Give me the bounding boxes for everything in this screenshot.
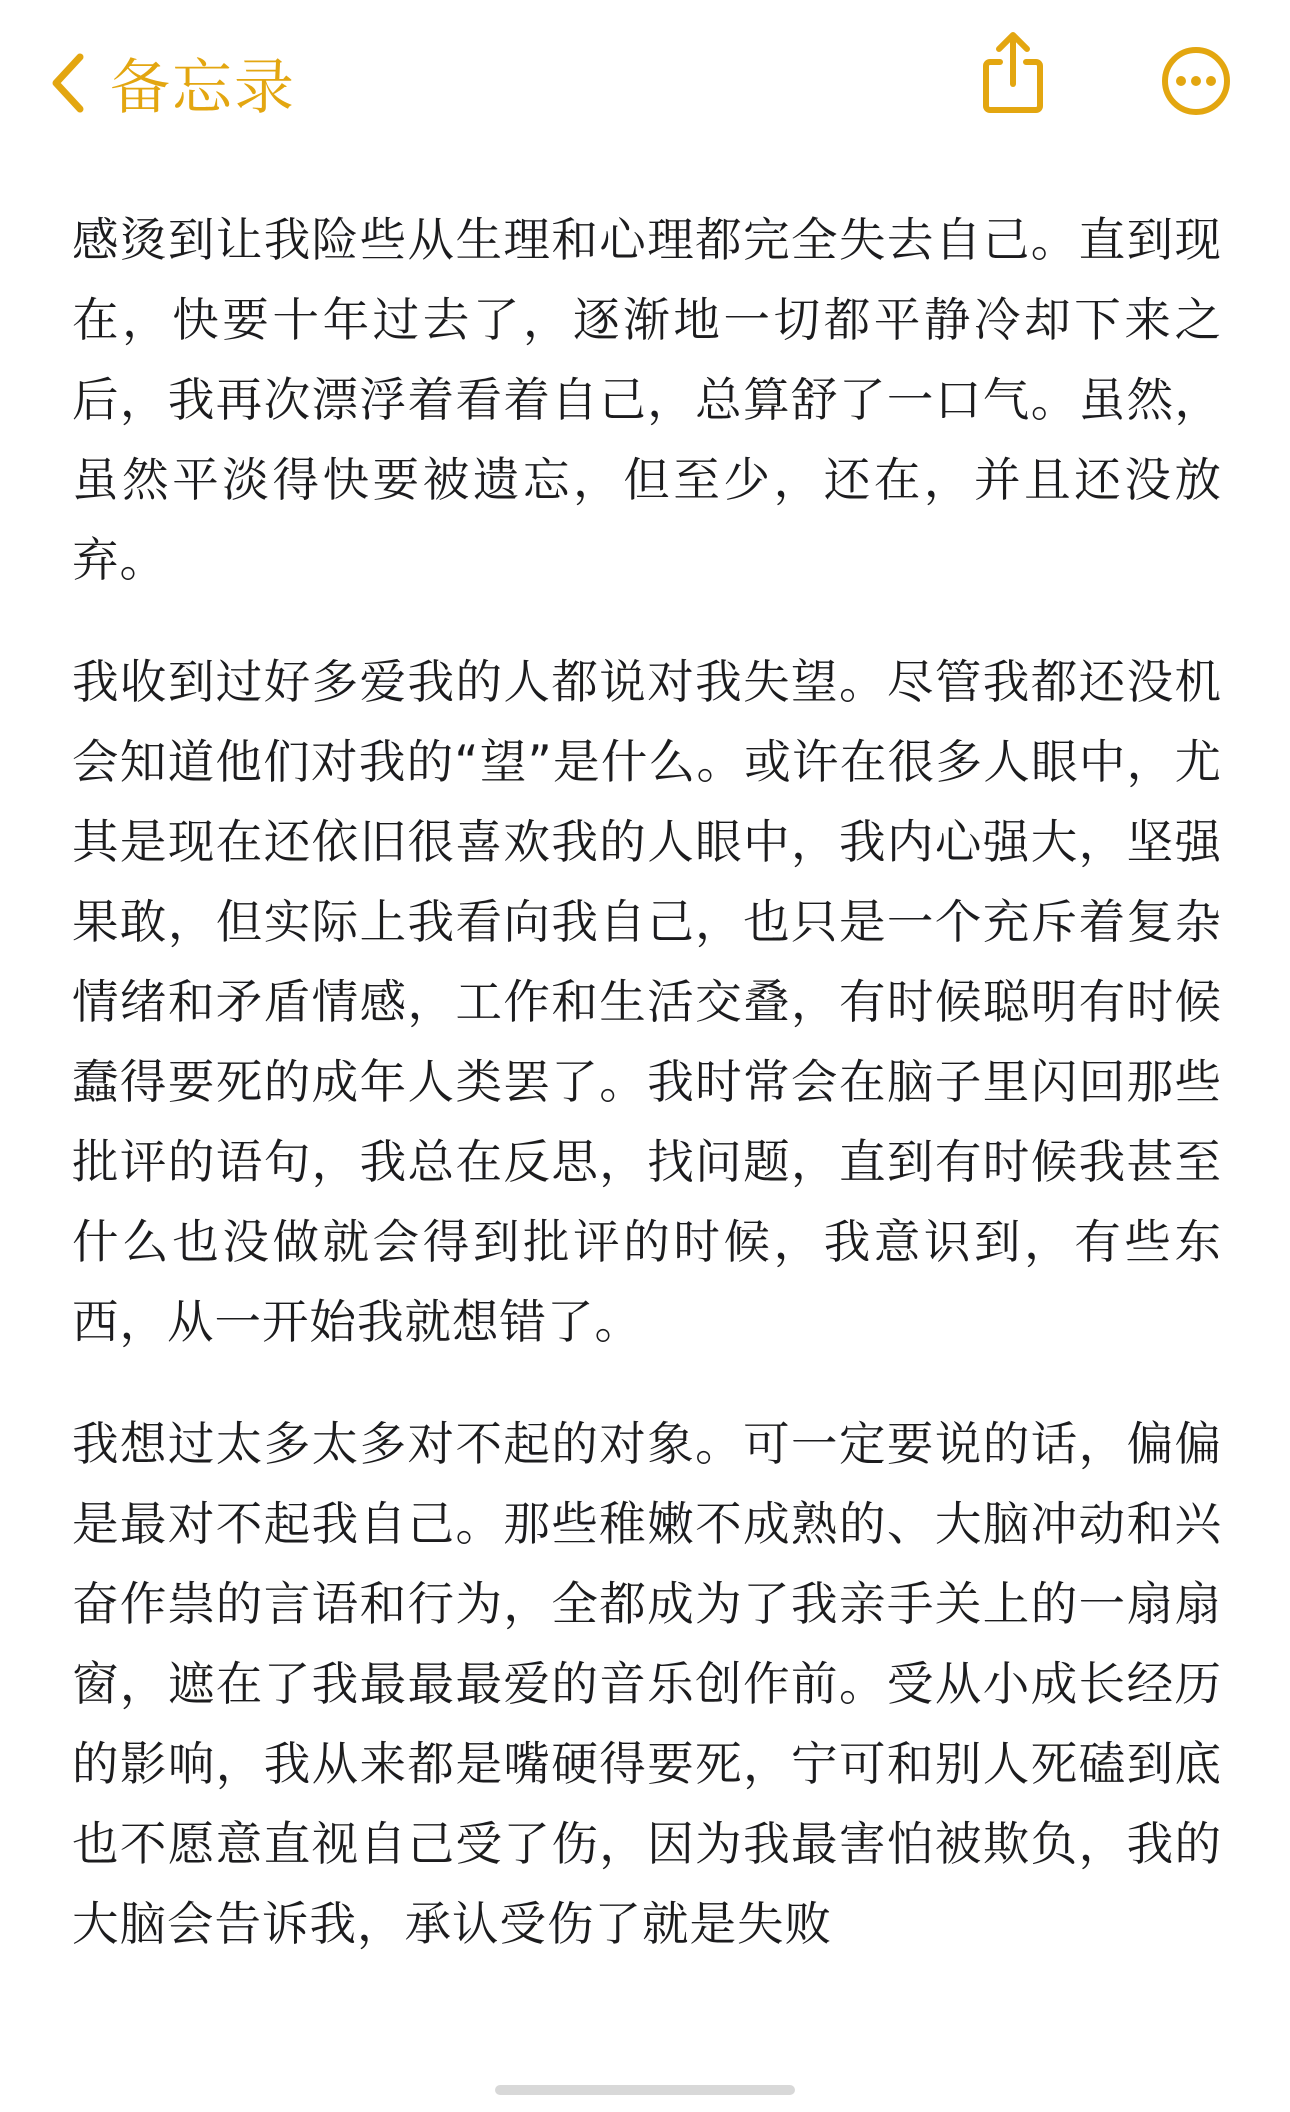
navigation-bar [0, 0, 1290, 170]
chevron-left-icon [50, 53, 84, 113]
note-paragraph: 我收到过好多爱我的人都说对我失望。尽管我都还没机会知道他们对我的“望”是什么。或许在很多人眼中，尤其是现在还依旧很喜欢我的人眼中，我内心强大，坚强果敢，但实际上我看向我自己，也只是一个充斥着复杂情绪和矛盾情感，工作和生活交叠，有时候聪明有时候蠢得要死的成年人类罢了。我时常会在脑子里闪回那些批评的语句，我总在反思，找问题，直到有时候我甚至什么也没做就会得到批评的时候，我意识到，有些东西，从一开始我就想错了。 [72, 655, 1222, 1349]
share-icon [980, 101, 1046, 120]
home-indicator[interactable] [495, 2085, 795, 2095]
note-body[interactable] [72, 200, 1222, 2006]
back-button[interactable] [50, 38, 296, 128]
more-button[interactable] [1160, 45, 1232, 121]
note-paragraph: 我想过太多太多对不起的对象。可一定要说的话，偏偏是最对不起我自己。那些稚嫩不成熟的、大脑冲动和兴奋作祟的言语和行为，全都成为了我亲手关上的一扇扇窗，遮在了我最最最爱的音乐创作前。受从小成长经历的影响，我从来都是嘴硬得要死，宁可和别人死磕到底也不愿意直视自己受了伤，因为我最害怕被欺负，我的大脑会告诉我，承认受伤了就是失败 [72, 1417, 1222, 1951]
note-paragraph: 感烫到让我险些从生理和心理都完全失去自己。直到现在，快要十年过去了，逐渐地一切都平静冷却下来之后，我再次漂浮着看着自己，总算舒了一口气。虽然，虽然平淡得快要被遗忘，但至少，还在，并且还没放弃。 [72, 213, 1222, 587]
back-label: 备忘录 [110, 53, 296, 123]
share-button[interactable] [980, 30, 1046, 120]
more-icon [1160, 102, 1232, 121]
